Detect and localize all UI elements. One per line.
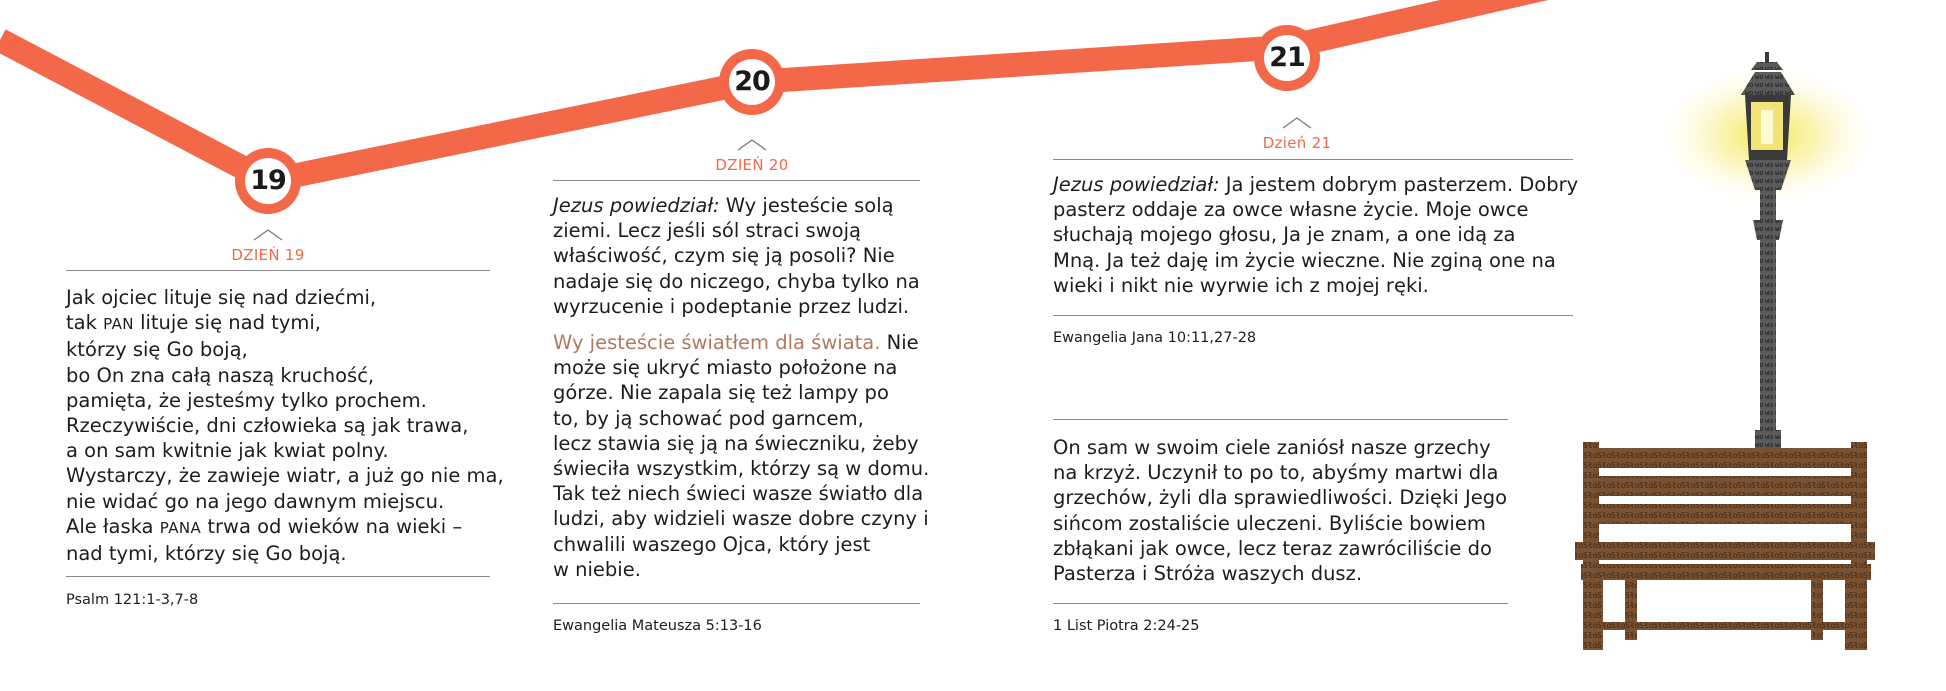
text-line: Jezus powiedział: Wy jesteście solą xyxy=(553,194,894,217)
text-line: pamięta, że jesteśmy tylko prochem. xyxy=(66,388,427,412)
text-line: Jezus powiedział: Ja jestem dobrym pasterzem. Dobry xyxy=(1053,173,1579,196)
caret-up-icon xyxy=(252,228,284,242)
text-line: sińcom zostaliście uleczeni. Byliście bowiem xyxy=(1053,511,1486,535)
text-line: Tak też niech świeci wasze światło dla xyxy=(553,482,924,506)
divider xyxy=(1053,419,1508,420)
text-line: grzechów, żyli dla sprawiedliwości. Dzięki Jego xyxy=(1053,486,1508,510)
text-line: tak PAN lituje się nad tymi, xyxy=(66,311,321,335)
divider xyxy=(66,576,490,577)
day-19-text xyxy=(66,285,504,566)
text-line: pasterz oddaje za owce własne życie. Moje owce xyxy=(1053,198,1529,222)
text-line: to, by ją schować pod garncem, xyxy=(553,406,864,430)
text-line: Ale łaska PANA trwa od wieków na wieki – xyxy=(66,514,463,538)
text-line: Rzeczywiście, dni człowieka są jak trawa, xyxy=(66,414,469,438)
day-21-label: Dzień 21 xyxy=(1262,134,1332,152)
day-21-reference-2: 1 List Piotra 2:24-25 xyxy=(1053,618,1200,634)
text-line: nadaje się do niczego, chyba tylko na xyxy=(553,269,920,293)
divider xyxy=(1053,315,1573,316)
small-caps-word: PANA xyxy=(159,518,202,537)
divider xyxy=(553,180,920,181)
speaker-intro: Jezus powiedział: xyxy=(1053,173,1220,196)
text-line: On sam w swoim ciele zaniósł nasze grzechy xyxy=(1053,436,1491,459)
text-line: może się ukryć miasto położone na xyxy=(553,356,898,380)
text-line: ziemi. Lecz jeśli sól straci swoją xyxy=(553,219,861,243)
speaker-intro: Jezus powiedział: xyxy=(553,194,720,217)
text-line: świeciła wszystkim, którzy są w domu. xyxy=(553,457,930,481)
divider xyxy=(66,270,490,271)
day-21-reference: Ewangelia Jana 10:11,27-28 xyxy=(1053,330,1257,346)
day-number-21: 21 xyxy=(1269,42,1305,73)
day-21-text-2 xyxy=(1053,435,1507,586)
text-line: Wystarczy, że zawieje wiatr, a już go nie ma, xyxy=(66,464,504,488)
divider xyxy=(1053,159,1573,160)
text-line: zbłąkani jak owce, lecz teraz zawróciliście do xyxy=(1053,536,1492,560)
text-line: Wy jesteście światłem dla świata. Nie xyxy=(553,331,919,355)
day-number-19: 19 xyxy=(250,165,286,196)
text-line: Pasterza i Stróża waszych dusz. xyxy=(1053,562,1363,586)
text-line: w niebie. xyxy=(553,557,641,581)
text-line xyxy=(553,319,929,330)
lamp-and-bench-illustration xyxy=(1555,40,1895,650)
text-line: wyrzucenie i podeptanie przez ludzi. xyxy=(553,294,910,318)
day-20-label: DZIEŃ 20 xyxy=(715,156,789,174)
day-20-reference: Ewangelia Mateusza 5:13-16 xyxy=(553,618,762,634)
day-19-label: DZIEŃ 19 xyxy=(231,246,305,264)
text-line: lecz stawia się ją na świeczniku, żeby xyxy=(553,431,919,455)
day-number-20: 20 xyxy=(734,66,770,97)
text-line: na krzyż. Uczynił to po to, abyśmy martwi dla xyxy=(1053,461,1499,485)
text-line: Mną. Ja też daję im życie wieczne. Nie zginą one na xyxy=(1053,248,1556,272)
bench xyxy=(1575,442,1875,650)
text-line: właściwość, czym się ją posoli? Nie xyxy=(553,244,895,268)
divider xyxy=(1053,603,1508,604)
text-line: ludzi, aby widzieli wasze dobre czyny i xyxy=(553,507,929,531)
text-line: górze. Nie zapala się też lampy po xyxy=(553,381,889,405)
text-line: a on sam kwitnie jak kwiat polny. xyxy=(66,439,389,463)
text-line: nie widać go na jego dawnym miejscu. xyxy=(66,489,445,513)
highlighted-phrase: Wy jesteście światłem dla świata. xyxy=(553,331,881,355)
text-line: którzy się Go boją, xyxy=(66,338,248,362)
text-line: wieki i nikt nie wyrwie ich z mojej ręki. xyxy=(1053,273,1429,297)
caret-up-icon xyxy=(736,138,768,152)
text-line: chwalili waszego Ojca, który jest xyxy=(553,532,871,556)
text-line: nad tymi, którzy się Go boją. xyxy=(66,542,347,566)
divider xyxy=(553,603,920,604)
text-line: bo On zna całą naszą kruchość, xyxy=(66,363,375,387)
caret-up-icon xyxy=(1281,116,1313,130)
day-21-text xyxy=(1053,172,1578,298)
text-line: słuchają mojego głosu, Ja je znam, a one idą za xyxy=(1053,223,1516,247)
day-19-reference: Psalm 121:1-3,7-8 xyxy=(66,592,199,608)
small-caps-word: PAN xyxy=(103,315,134,334)
day-20-text xyxy=(553,193,929,582)
text-line: Jak ojciec lituje się nad dziećmi, xyxy=(66,286,377,309)
